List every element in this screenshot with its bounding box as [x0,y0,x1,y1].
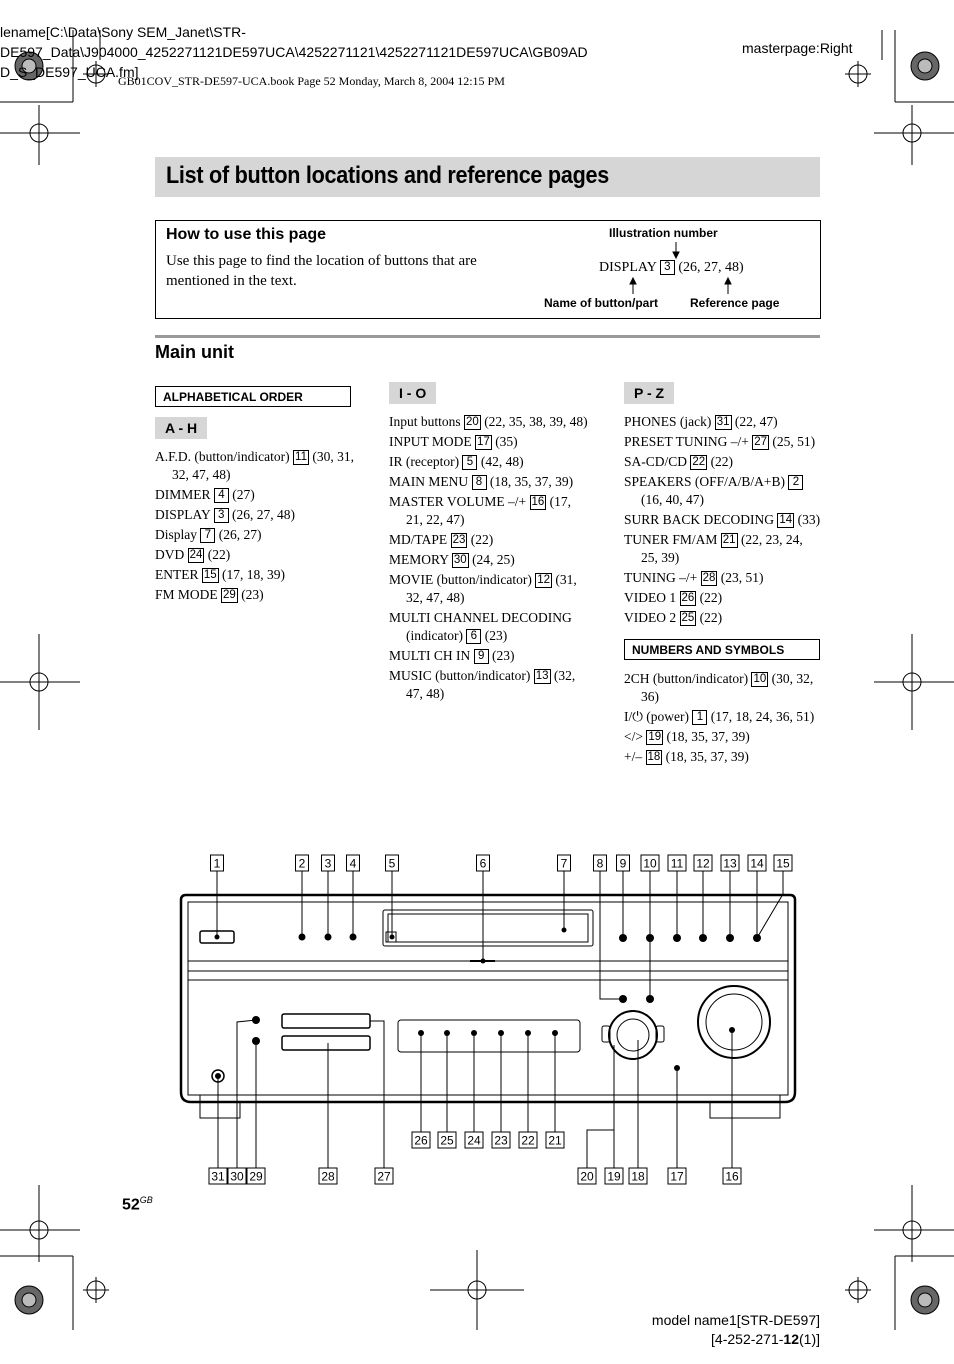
index-entry [624,453,822,471]
callout-number: 22 [521,1133,535,1148]
callout-number: 1 [213,856,221,871]
entry-name: 2CH (button/indicator) [624,671,749,686]
masterpage-label: masterpage:Right [742,40,853,56]
callout-label [438,1132,456,1148]
callout-number: 15 [776,856,790,871]
entry-number-box: 31 [716,416,730,428]
legend-example [599,260,744,276]
callout-label [641,855,659,871]
callout-number: 13 [723,856,737,871]
entry-name: I/⏻ (power) [624,709,690,724]
entry-pages: (17, 18, 24, 36, 51) [710,709,815,724]
callout-number: 30 [230,1169,244,1184]
callout-label [347,855,360,871]
entry-pages: (22) [207,547,231,562]
entry-name: MD/TAPE [389,532,448,547]
index-entry [624,473,822,509]
legend-example-name: DISPLAY [599,260,657,275]
entry-number-box: 27 [754,436,768,448]
entry-name: DVD [155,547,185,562]
callout-label [578,1168,596,1184]
entry-pages: (22) [710,454,734,469]
entry-name: MEMORY [389,552,449,567]
book-line: GB01COV_STR-DE597-UCA.book Page 52 Monday, March 8, 2004 12:15 PM [118,74,505,88]
callout-number: 9 [619,856,627,871]
column-i-o [389,382,589,705]
model-line-2-pre: [4-252-271- [711,1331,784,1347]
entry-number-box: 23 [452,534,466,546]
entry-pages: (23) [241,587,264,602]
entry-number-box: 19 [648,731,662,743]
callout-number: 7 [560,856,568,871]
callout-number: 28 [321,1169,335,1184]
numbers-symbols-heading: NUMBERS AND SYMBOLS [624,639,820,660]
callout-number: 8 [596,856,604,871]
index-entry [624,569,822,587]
entry-number-box: 18 [647,751,661,763]
entry-name: +/– [624,749,643,764]
callout-label [211,855,224,871]
callout-number: 27 [377,1169,391,1184]
entry-name: ENTER [155,567,199,582]
callout-label [748,855,766,871]
callout-label [605,1168,623,1184]
entry-pages: (35) [495,434,518,449]
index-entry [389,571,589,607]
entry-number-box: 24 [189,549,203,561]
page-number-suffix: GB [139,1195,153,1205]
entry-name: DISPLAY [155,507,211,522]
callout-label [209,1168,227,1184]
entry-pages: (24, 25) [472,552,515,567]
entry-number-box: 16 [531,496,545,508]
entry-number-box: 29 [223,589,236,601]
model-line-2-post: (1)] [799,1331,820,1347]
entry-name: TUNER FM/AM [624,532,718,547]
entry-name: SPEAKERS (OFF/A/B/A+B) [624,474,786,489]
entry-pages: (31, 32, 47, 48) [406,572,577,605]
entry-number-box: 10 [753,673,767,685]
entry-name: VIDEO 2 [624,610,677,625]
file-path-line: DE597_Data\J904000_4252271121DE597UCA\4252271121\4252271121DE597UCA\GB09AD [0,44,588,60]
index-entry [155,506,355,524]
callout-number: 3 [324,856,332,871]
entry-number-box: 26 [681,592,695,604]
entry-pages: (18, 35, 37, 39) [665,749,749,764]
callout-number: 6 [479,856,487,871]
index-entry [624,531,822,567]
legend-example-pages: (26, 27, 48) [678,260,744,275]
index-entry [389,493,589,529]
callout-number: 25 [440,1133,454,1148]
entry-pages: (30, 31, 32, 47, 48) [172,449,354,482]
entry-pages: (22) [470,532,494,547]
index-entry [624,708,822,726]
callout-label [519,1132,537,1148]
callout-number: 4 [349,856,357,871]
entry-number-box: 14 [779,514,793,526]
callout-label [322,855,335,871]
file-path-line: lename[C:\Data\Sony SEM_Janet\STR- [0,24,246,40]
entry-number-box: 1 [692,710,707,725]
callout-number: 5 [388,856,396,871]
entry-pages: (26, 27, 48) [232,507,296,522]
callout-label [668,1168,686,1184]
callout-label [492,1132,510,1148]
entry-name: MAIN MENU [389,474,469,489]
index-entry [389,433,589,451]
callout-number: 10 [643,856,657,871]
callout-label [375,1168,393,1184]
index-entry [624,748,822,766]
entry-name: INPUT MODE [389,434,472,449]
index-entry [389,647,589,665]
callout-label [465,1132,483,1148]
entry-number-box: 8 [472,475,487,490]
index-entry [624,433,822,451]
name-of-button-label: Name of button/part [544,296,658,310]
how-to-box [155,220,821,319]
entry-pages: (22, 47) [734,414,778,429]
entry-number-box: 5 [462,455,477,470]
reference-page-label: Reference page [690,296,780,310]
alphabetical-order-heading: ALPHABETICAL ORDER [155,386,351,407]
callout-label [594,855,607,871]
entry-name: MULTI CHANNEL DECODING (indicator) [389,610,572,643]
index-entry [155,526,355,544]
callout-label [386,855,399,871]
index-list [155,448,355,604]
model-footer [600,1311,820,1349]
entry-pages: (32, 47, 48) [406,668,576,701]
entry-name: Display [155,527,197,542]
entry-name: Input buttons [389,414,461,429]
callout-number: 18 [631,1169,645,1184]
index-entry [624,609,822,627]
callout-label [319,1168,337,1184]
index-entry [155,448,355,484]
callout-number: 29 [249,1169,263,1184]
subhead-p-z: P - Z [624,382,674,404]
entry-pages: (18, 35, 37, 39) [666,729,750,744]
entry-pages: (26, 27) [218,527,262,542]
callout-label [546,1132,564,1148]
entry-name: SA-CD/CD [624,454,688,469]
callout-label [721,855,739,871]
entry-name: FM MODE [155,587,218,602]
entry-name: PHONES (jack) [624,414,712,429]
index-entry [155,486,355,504]
page-number [122,1195,153,1214]
page-title-bar [155,157,820,197]
index-entry [624,670,822,706]
page-number-value: 52 [122,1196,140,1214]
entry-name: DIMMER [155,487,211,502]
callout-label [412,1132,430,1148]
file-path-line: D_S_DE597_UCA.fm] [0,64,139,80]
entry-pages: (22, 35, 38, 39, 48) [484,414,588,429]
model-line-2 [600,1330,820,1349]
entry-pages: (17, 21, 22, 47) [406,494,572,527]
entry-name: VIDEO 1 [624,590,677,605]
subhead-i-o: I - O [389,382,436,404]
entry-name: IR (receptor) [389,454,460,469]
callout-label [558,855,571,871]
entry-number-box: 6 [466,629,481,644]
entry-name: </> [624,729,643,744]
callout-label [477,855,490,871]
index-entry [624,589,822,607]
entry-number-box: 30 [453,554,467,566]
entry-number-box: 2 [788,475,803,490]
callout-number: 2 [298,856,306,871]
entry-pages: (42, 48) [480,454,524,469]
entry-number-box: 11 [295,451,307,463]
entry-number-box: 3 [214,508,229,523]
entry-number-box: 7 [200,528,215,543]
section-divider [155,335,820,338]
callout-label [247,1168,265,1184]
callout-number: 11 [670,856,684,871]
callout-number: 31 [211,1169,225,1184]
entry-number-box: 25 [681,612,695,624]
callout-number: 20 [580,1169,594,1184]
page-title: List of button locations and reference pages [166,162,609,189]
callout-number: 17 [670,1169,684,1184]
index-entry [155,586,355,604]
entry-name: MULTI CH IN [389,648,471,663]
entry-number-box: 20 [466,416,479,428]
entry-pages: (23) [492,648,515,663]
index-entry [624,511,822,529]
entry-pages: (16, 40, 47) [641,492,704,507]
model-line-2-bold: 12 [783,1331,799,1347]
section-title: Main unit [155,342,234,362]
callout-label [694,855,712,871]
callout-label [723,1168,741,1184]
illustration-number-label: Illustration number [609,226,718,240]
index-entry [389,413,589,431]
entry-pages: (22) [699,610,723,625]
callout-number: 21 [548,1133,562,1148]
index-entry [155,566,355,584]
callout-number: 23 [494,1133,508,1148]
callout-number: 26 [414,1133,428,1148]
callout-number: 19 [607,1169,621,1184]
index-list [389,413,589,703]
file-path-header [0,22,588,82]
subhead-a-h: A - H [155,417,207,439]
entry-pages: (27) [232,487,255,502]
index-entry [389,551,589,569]
callout-label [774,855,792,871]
entry-pages: (17, 18, 39) [222,567,286,582]
entry-number-box: 12 [537,574,551,586]
callout-label [296,855,309,871]
index-list [624,670,822,766]
callout-number: 24 [467,1133,481,1148]
column-p-z [624,382,822,768]
entry-pages: (22) [699,590,723,605]
index-entry [389,609,589,645]
entry-number-box: 4 [214,488,229,503]
column-a-h [155,386,355,606]
entry-number-box: 28 [702,572,716,584]
index-entry [624,728,822,746]
index-entry [389,667,589,703]
entry-number-box: 9 [474,649,489,664]
entry-name: MASTER VOLUME –/+ [389,494,527,509]
entry-pages: (30, 32, 36) [641,671,814,704]
index-entry [389,473,589,491]
index-entry [389,531,589,549]
front-panel-diagram [150,850,810,1190]
entry-pages: (18, 35, 37, 39) [489,474,574,489]
entry-name: SURR BACK DECODING [624,512,775,527]
callout-label [228,1168,246,1184]
callout-label [617,855,630,871]
entry-name: A.F.D. (button/indicator) [155,449,290,464]
entry-number-box: 17 [477,436,490,448]
entry-pages: (23, 51) [720,570,764,585]
model-line-1: model name1[STR-DE597] [651,1312,820,1328]
how-to-text: Use this page to find the location of buttons that are mentioned in the text. [166,253,477,289]
entry-pages: (25, 51) [772,434,816,449]
callout-number: 12 [696,856,710,871]
entry-number-box: 21 [722,534,736,546]
entry-number-box: 15 [203,569,217,581]
entry-pages: (22, 23, 24, 25, 39) [641,532,803,565]
entry-number-box: 13 [535,670,549,682]
callout-label [668,855,686,871]
legend-example-number: 3 [660,260,675,275]
index-entry [389,453,589,471]
entry-name: MOVIE (button/indicator) [389,572,532,587]
callout-number: 14 [750,856,764,871]
index-entry [624,413,822,431]
entry-name: TUNING –/+ [624,570,698,585]
entry-number-box: 22 [692,456,706,468]
callout-number: 16 [725,1169,739,1184]
entry-name: MUSIC (button/indicator) [389,668,531,683]
how-to-heading: How to use this page [166,226,327,243]
entry-name: PRESET TUNING –/+ [624,434,749,449]
entry-pages: (23) [484,628,508,643]
index-entry [155,546,355,564]
index-list [624,413,822,627]
entry-pages: (33) [797,512,821,527]
callout-label [629,1168,647,1184]
